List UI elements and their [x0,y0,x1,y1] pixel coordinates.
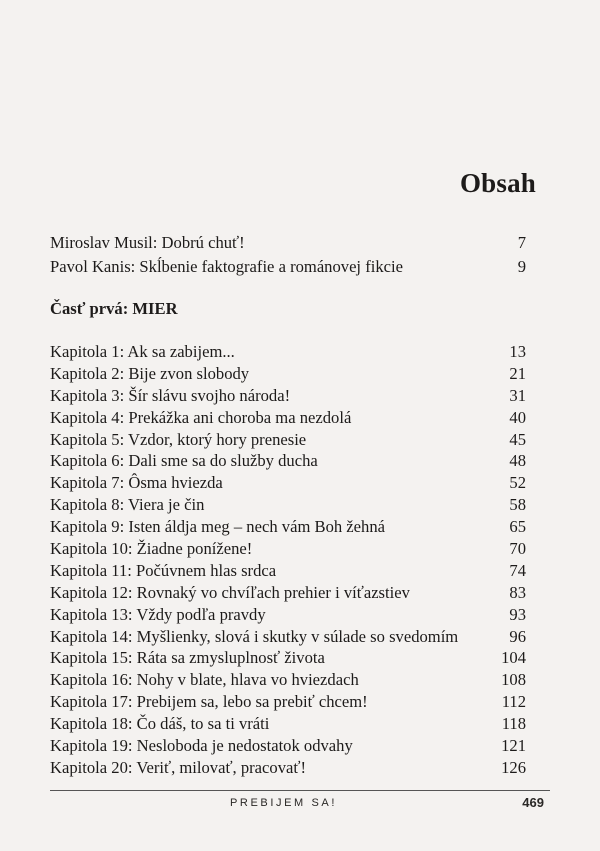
page-number: 469 [522,795,544,810]
toc-entry-page: 9 [517,256,526,276]
chapter-entry [50,735,526,757]
chapter-page: 48 [509,451,526,471]
toc-entry [50,231,526,255]
chapter-label: Kapitola 12: Rovnaký vo chvíľach prehier i víťazstiev [50,582,410,602]
chapter-label: Kapitola 6: Dali sme sa do služby ducha [50,451,318,471]
chapter-page: 58 [509,495,526,515]
chapter-label: Kapitola 20: Veriť, milovať, pracovať! [50,757,306,777]
chapter-label: Kapitola 18: Čo dáš, to sa ti vráti [50,714,270,734]
chapter-label: Kapitola 19: Nesloboda je nedostatok odvahy [50,736,353,756]
chapter-entry [50,560,526,582]
chapter-label: Kapitola 8: Viera je čin [50,495,205,515]
chapter-label: Kapitola 15: Ráta sa zmysluplnosť života [50,648,325,668]
chapter-label: Kapitola 14: Myšlienky, slová i skutky v súlade so svedomím [50,626,459,646]
toc-entry-page: 7 [517,233,526,252]
chapter-page: 96 [509,626,526,646]
chapter-label: Kapitola 2: Bije zvon slobody [50,363,250,383]
chapter-entry [50,429,526,451]
chapter-page: 83 [509,582,526,602]
chapter-page: 121 [501,736,526,756]
chapter-entry [50,516,526,538]
intro-list [50,231,526,278]
chapter-entry [50,713,526,735]
chapter-entry [50,494,526,516]
chapter-page: 40 [509,407,526,427]
chapter-label: Kapitola 5: Vzdor, ktorý hory prenesie [50,429,307,449]
chapter-entry [50,385,526,407]
chapter-entry [50,341,526,363]
chapter-page: 70 [509,539,526,559]
chapter-label: Kapitola 10: Žiadne ponížene! [50,539,253,559]
chapter-list [50,341,526,779]
chapter-page: 104 [501,648,526,668]
chapter-label: Kapitola 3: Šír slávu svojho národa! [50,385,291,405]
toc-entry-label: Pavol Kanis: Skĺbenie faktografie a románovej fikcie [50,256,403,276]
chapter-entry [50,538,526,560]
chapter-label: Kapitola 11: Počúvnem hlas srdca [50,560,277,580]
chapter-entry [50,450,526,472]
chapter-page: 52 [509,473,526,493]
chapter-entry [50,363,526,385]
chapter-page: 126 [501,757,526,777]
chapter-page: 108 [501,670,526,690]
chapter-page: 118 [501,714,526,734]
chapter-label: Kapitola 4: Prekážka ani choroba ma nezdolá [50,407,352,427]
chapter-label: Kapitola 1: Ak sa zabijem... [50,342,235,361]
running-title: PREBIJEM SA! [230,797,337,809]
chapter-entry [50,407,526,429]
chapter-label: Kapitola 13: Vždy podľa pravdy [50,604,266,624]
chapter-entry [50,669,526,691]
footer-rule [50,790,550,791]
chapter-label: Kapitola 16: Nohy v blate, hlava vo hviezdach [50,670,359,690]
chapter-page: 13 [509,342,526,361]
chapter-page: 93 [509,604,526,624]
chapter-page: 112 [501,692,526,712]
toc-entry-label: Miroslav Musil: Dobrú chuť! [50,233,245,252]
part-heading: Časť prvá: MIER [50,299,178,318]
chapter-entry [50,626,526,648]
chapter-page: 31 [509,385,526,405]
chapter-entry [50,691,526,713]
chapter-label: Kapitola 17: Prebijem sa, lebo sa prebiť chcem! [50,692,368,712]
chapter-page: 65 [509,517,526,537]
chapter-page: 21 [509,363,526,383]
chapter-entry [50,757,526,779]
toc-entry [50,255,526,279]
chapter-page: 45 [509,429,526,449]
chapter-entry [50,472,526,494]
chapter-page: 74 [509,560,526,580]
chapter-label: Kapitola 9: Isten áldja meg – nech vám Boh žehná [50,517,385,537]
chapter-entry [50,604,526,626]
page-title: Obsah [459,168,536,198]
chapter-label: Kapitola 7: Ôsma hviezda [50,473,223,493]
chapter-entry [50,647,526,669]
chapter-entry [50,582,526,604]
